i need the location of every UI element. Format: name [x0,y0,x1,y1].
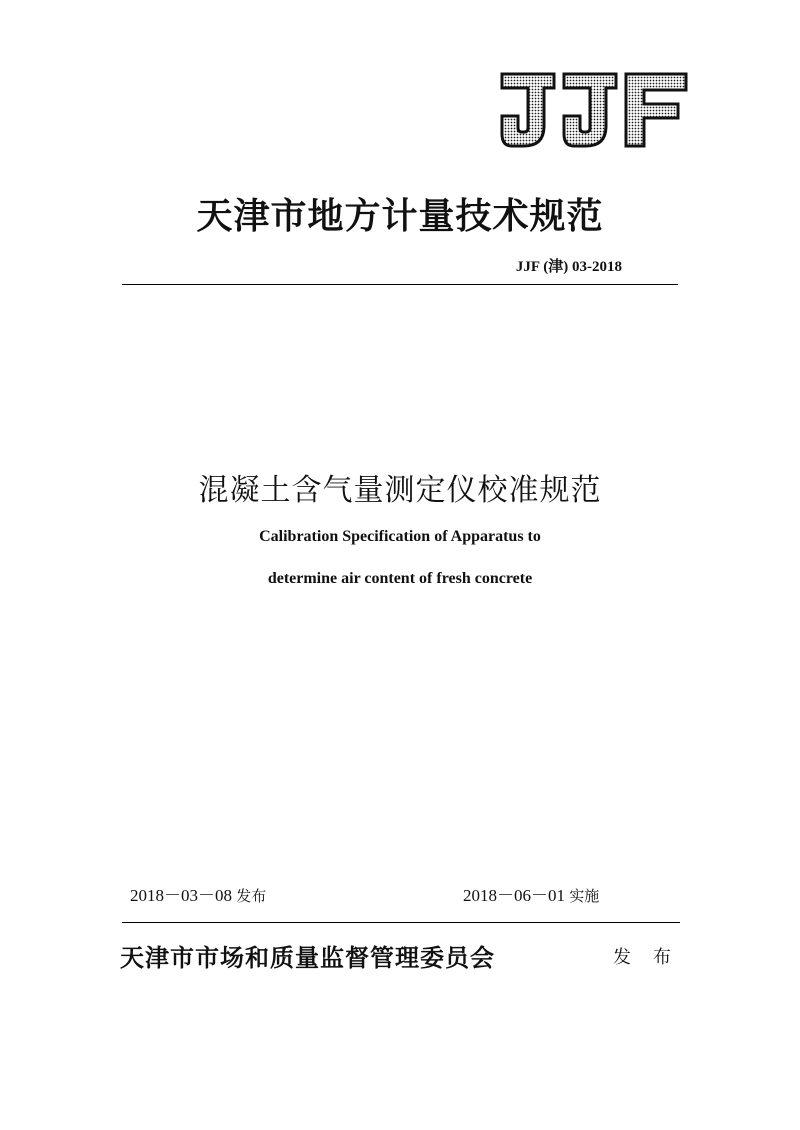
jjf-logo [498,70,690,150]
logo-letter-j2 [564,74,616,146]
standard-code: JJF (津) 03-2018 [515,259,622,275]
publish-date: 2018－03－08 [130,886,232,905]
implement-date-block [463,881,599,906]
document-title-chinese: 混凝土含气量测定仪校准规范 [198,473,602,508]
implement-date: 2018－06－01 [463,886,565,905]
standard-type-title: 天津市地方计量技术规范 [196,195,604,237]
document-title-english-line2: determine air content of fresh concrete [267,570,533,587]
logo-letter-j1 [502,74,554,146]
footer-divider [122,922,680,923]
document-title-english-line1: Calibration Specification of Apparatus to [259,528,541,545]
header-divider [122,284,678,285]
implement-label: 实施 [569,887,600,905]
logo-letter-f [626,74,686,146]
publish-label: 发布 [236,887,267,905]
issuer-suffix: 发布 [613,947,693,968]
issuer-name: 天津市市场和质量监督管理委员会 [120,943,495,972]
publish-date-block [130,881,266,906]
